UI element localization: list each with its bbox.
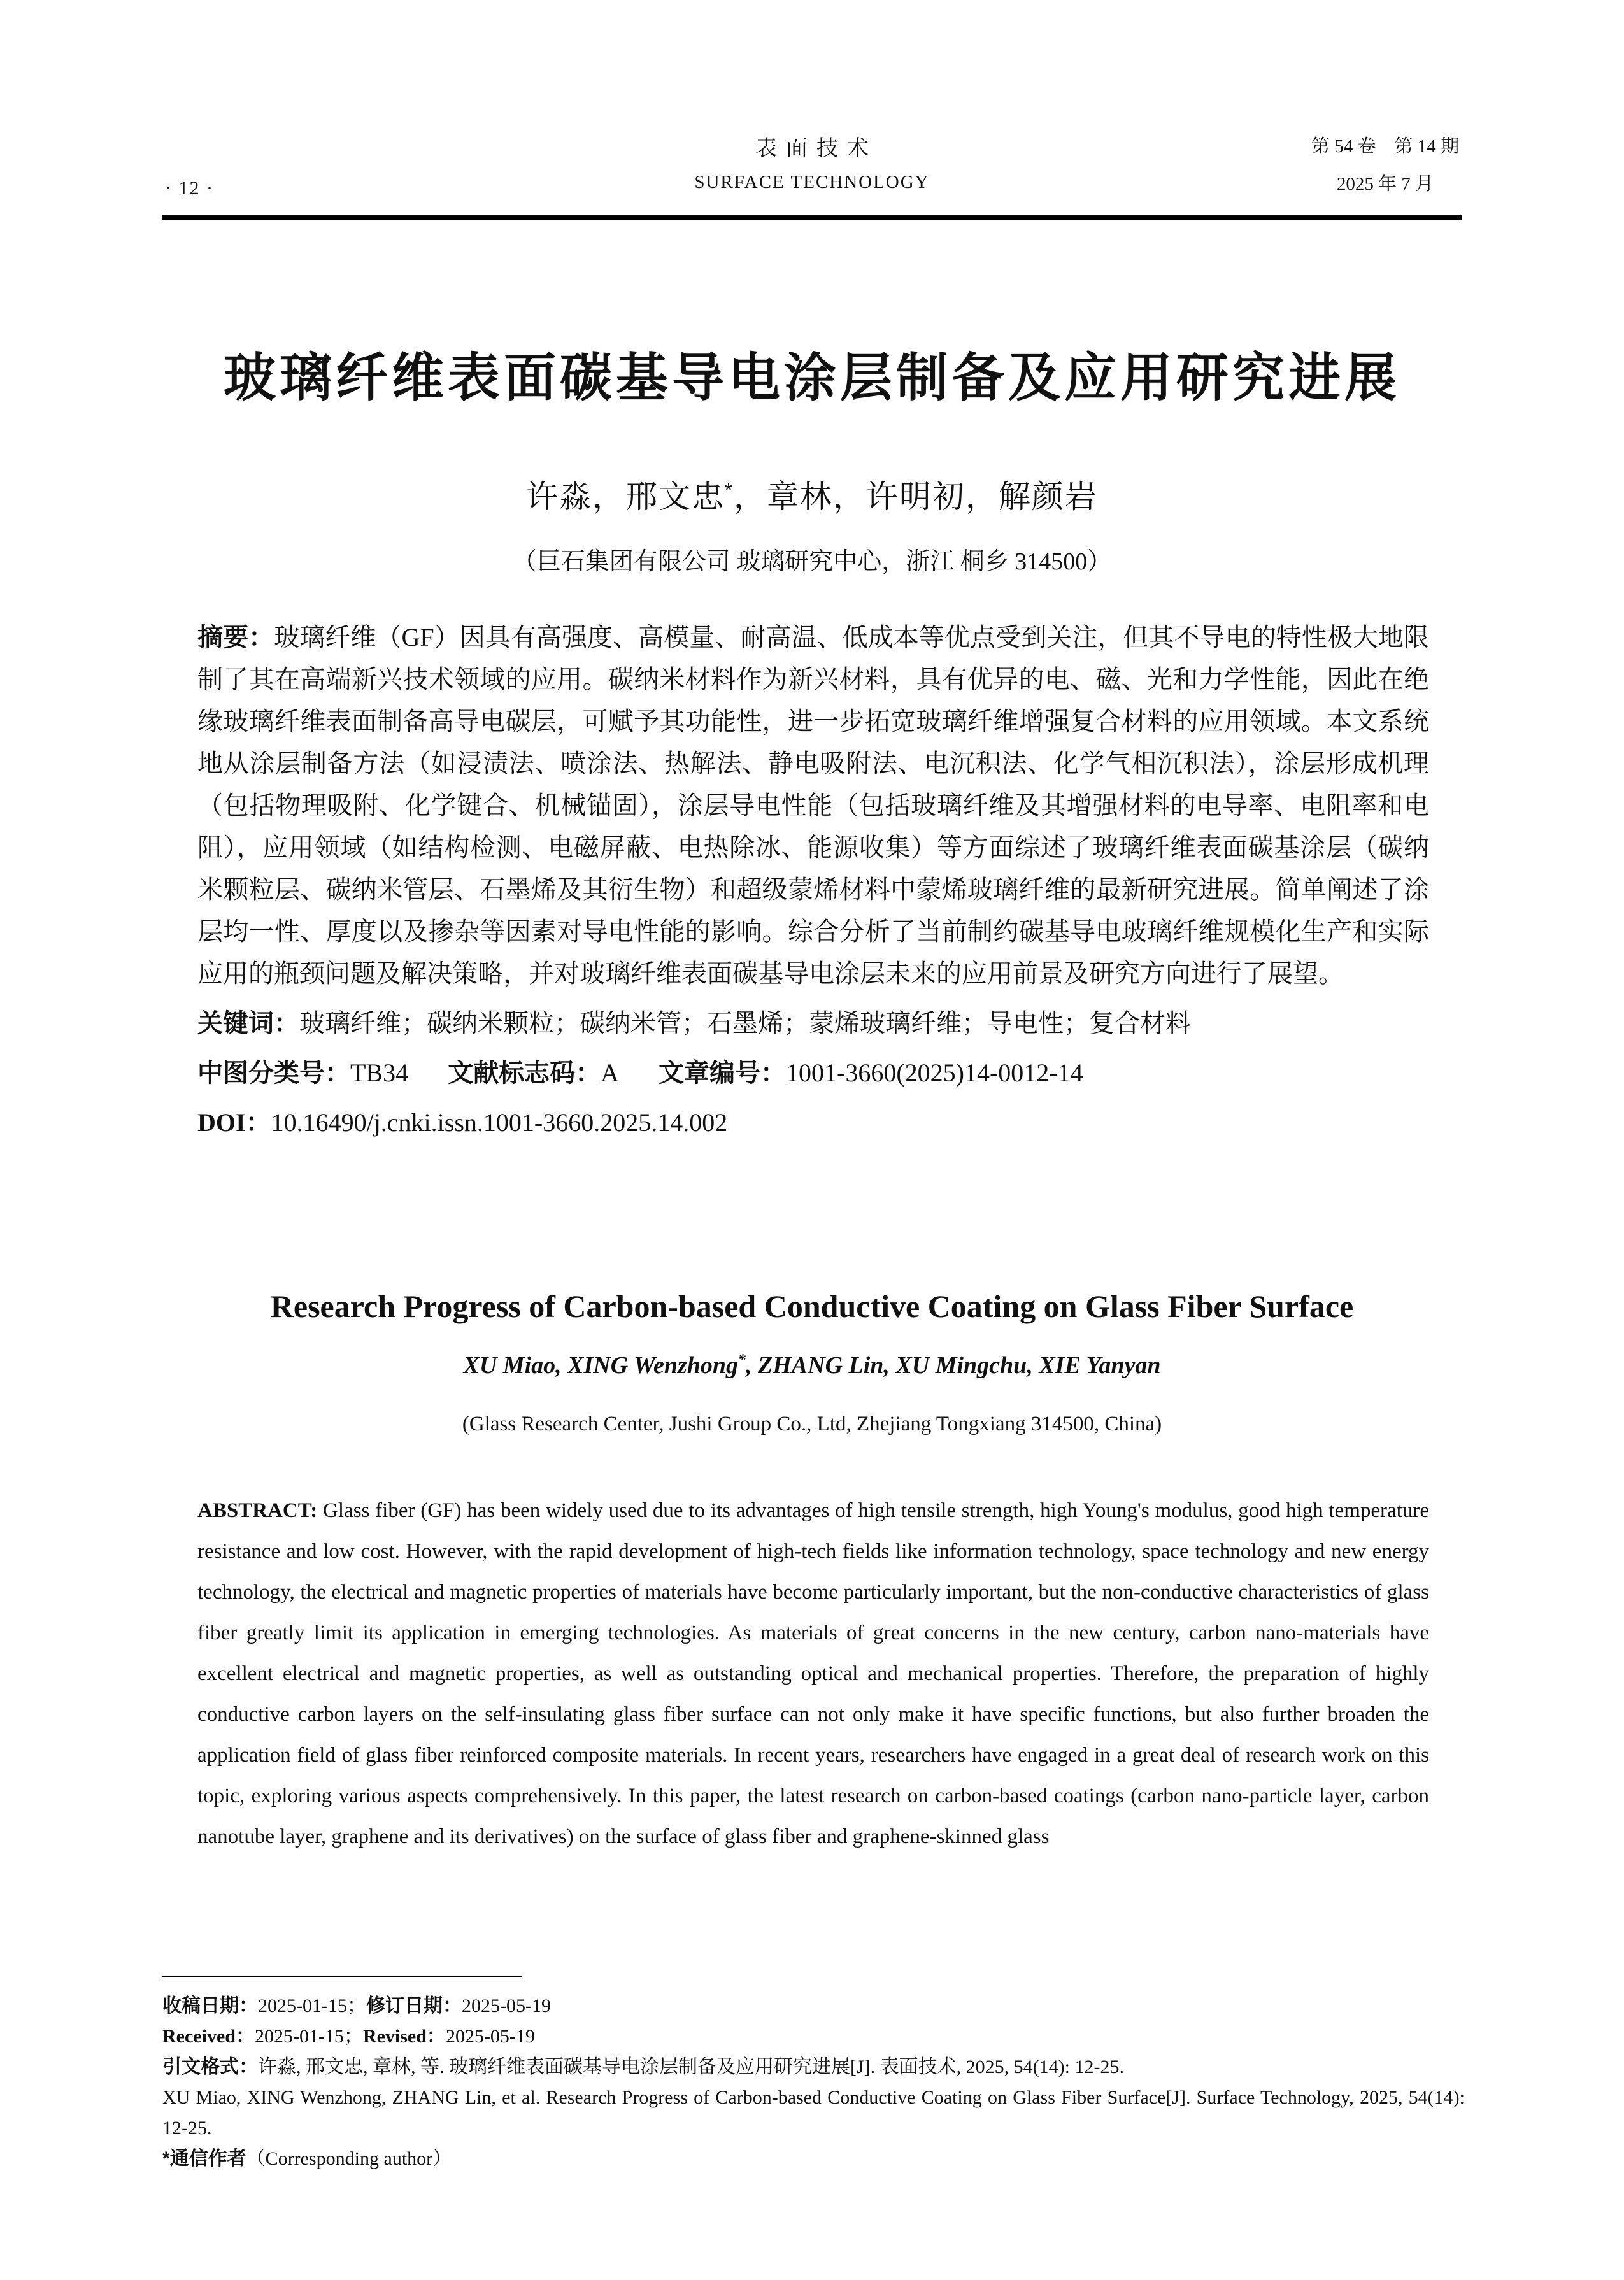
clc-value: TB34 — [350, 1058, 409, 1087]
keywords-label: 关键词： — [197, 1009, 299, 1037]
corresponding-author-asterisk: * — [725, 480, 734, 501]
received-value-en: 2025-01-15； — [254, 2026, 363, 2047]
citation-cn-text: 许淼, 邢文忠, 章林, 等. 玻璃纤维表面碳基导电涂层制备及应用研究进展[J]. 表面技术, 2025, 54(14): 12-25. — [258, 2056, 1124, 2077]
doi-line — [197, 1102, 1429, 1144]
journal-title-cn: 表面技术 — [755, 137, 878, 160]
issue-date: 2025 年 7 月 — [1336, 174, 1434, 194]
article-id-label: 文章编号： — [659, 1059, 787, 1087]
received-revised-en — [162, 2021, 1465, 2052]
affiliation-cn: （巨石集团有限公司 玻璃研究中心，浙江 桐乡 314500） — [512, 548, 1112, 575]
article-id-value: 1001-3660(2025)14-0012-14 — [786, 1058, 1083, 1087]
authors-en-part2: , ZHANG Lin, XU Mingchu, XIE Yanyan — [746, 1352, 1161, 1379]
citation-label: 引文格式： — [162, 2056, 258, 2077]
affiliation-en: (Glass Research Center, Jushi Group Co., Ltd, Zhejiang Tongxiang 314500, China) — [462, 1413, 1162, 1436]
doc-code-value: A — [601, 1058, 620, 1087]
revised-value-en: 2025-05-19 — [445, 2026, 535, 2047]
authors-cn-part1: 许淼，邢文忠 — [526, 479, 725, 515]
volume-issue: 第 54 卷 第 14 期 — [1311, 136, 1459, 157]
authors-en-part1: XU Miao, XING Wenzhong — [463, 1352, 739, 1379]
page-number: · 12 · — [165, 178, 214, 199]
corresponding-author-asterisk-en: * — [738, 1351, 746, 1369]
classification-line — [197, 1052, 1429, 1094]
journal-header — [162, 131, 1462, 202]
header-divider-rule — [162, 215, 1462, 220]
doc-code-pair — [448, 1058, 619, 1087]
article-title-en: Research Progress of Carbon-based Conductive Coating on Glass Fiber Surface — [270, 1288, 1354, 1324]
corresponding-author-note — [162, 2144, 1465, 2174]
corresponding-author-rest: （Corresponding author） — [246, 2148, 452, 2169]
authors-cn — [162, 471, 1462, 517]
received-revised-cn — [162, 1991, 1465, 2021]
revised-label-en: Revised： — [362, 2026, 446, 2047]
article-id-pair — [659, 1058, 1083, 1087]
authors-cn-part2: ，章林，许明初，解颜岩 — [733, 479, 1098, 515]
chinese-meta-section — [197, 616, 1429, 1144]
issue-info — [1311, 132, 1459, 196]
abstract-en-label: ABSTRACT: — [197, 1499, 318, 1522]
keywords-line — [197, 1002, 1429, 1044]
revised-label-cn: 修订日期： — [366, 1995, 462, 2016]
citation-en-text: XU Miao, XING Wenzhong, ZHANG Lin, et al. Research Progress of Carbon-based Conductive Coating on Glass Fiber Surface[J]. Surface Technology, 2025, 54(14): 12-25. — [162, 2087, 1465, 2139]
citation-en-line — [162, 2083, 1465, 2144]
revised-value-cn: 2025-05-19 — [461, 1995, 551, 2016]
doi-value: 10.16490/j.cnki.issn.1001-3660.2025.14.002 — [271, 1108, 728, 1137]
clc-pair — [197, 1058, 408, 1087]
journal-title-en: SURFACE TECHNOLOGY — [694, 172, 930, 192]
authors-en — [162, 1351, 1462, 1379]
article-title-cn: 玻璃纤维表面碳基导电涂层制备及应用研究进展 — [223, 349, 1400, 407]
abstract-cn-text: 玻璃纤维（GF）因具有高强度、高模量、耐高温、低成本等优点受到关注，但其不导电的特性极大地限制了其在高端新兴技术领域的应用。碳纳米材料作为新兴材料，具有优异的电、磁、光和力学性能，因此在绝缘玻璃纤维表面制备高导电碳层，可赋予其功能性，进一步拓宽玻璃纤维增强复合材料的应用领域。本文系统地从涂层制备方法（如浸渍法、喷涂法、热解法、静电吸附法、电沉积法、化学气相沉积法），涂层形成机理（包括物理吸附、化学键合、机械锚固），涂层导电性能（包括玻璃纤维及其增强材料的电导率、电阻率和电阻），应用领域（如结构检测、电磁屏蔽、电热除冰、能源收集）等方面综述了玻璃纤维表面碳基涂层（碳纳米颗粒层、碳纳米管层、石墨烯及其衍生物）和超级蒙烯材料中蒙烯玻璃纤维的最新研究进展。简单阐述了涂层均一性、厚度以及掺杂等因素对导电性能的影响。综合分析了当前制约碳基导电玻璃纤维规模化生产和实际应用的瓶颈问题及解决策略，并对玻璃纤维表面碳基导电涂层未来的应用前景及研究方向进行了展望。 — [197, 623, 1429, 988]
citation-cn-line — [162, 2052, 1465, 2083]
footnote-rule — [162, 1976, 522, 1977]
doc-code-label: 文献标志码： — [448, 1059, 601, 1087]
abstract-en-text: Glass fiber (GF) has been widely used due to its advantages of high tensile strength, high Young's modulus, good high temperature resistance and low cost. However, with the rapid development of high-tech fields like information technology, space technology and new energy technology, the electrical and magnetic properties of materials have become particularly important, but the non-conductive characteristics of glass fiber greatly limit its application in emerging technologies. As materials of great concerns in the new century, carbon nano-materials have excellent electrical and magnetic properties, as well as outstanding optical and mechanical properties. Therefore, the preparation of highly conductive carbon layers on the self-insulating glass fiber surface can not only make it have specific functions, but also further broaden the application field of glass fiber reinforced composite materials. In recent years, researchers have engaged in a great deal of research work on this topic, exploring various aspects comprehensively. In this paper, the latest research on carbon-based coatings (carbon nano-particle layer, carbon nanotube layer, graphene and its derivatives) on the surface of glass fiber and graphene-skinned glass — [197, 1499, 1429, 1848]
received-label-cn: 收稿日期： — [162, 1995, 258, 2016]
journal-title-block — [162, 131, 1462, 193]
corresponding-author-label: *通信作者 — [162, 2148, 246, 2169]
abstract-en-paragraph — [197, 1490, 1429, 1857]
clc-label: 中图分类号： — [197, 1059, 350, 1087]
keywords-text: 玻璃纤维；碳纳米颗粒；碳纳米管；石墨烯；蒙烯玻璃纤维；导电性；复合材料 — [299, 1009, 1191, 1037]
received-value-cn: 2025-01-15； — [258, 1995, 366, 2016]
abstract-cn-paragraph — [197, 616, 1429, 995]
footnote-block — [162, 1991, 1465, 2174]
doi-label: DOI： — [197, 1108, 271, 1137]
received-label-en: Received： — [162, 2026, 255, 2047]
abstract-cn-label: 摘要： — [197, 623, 274, 652]
